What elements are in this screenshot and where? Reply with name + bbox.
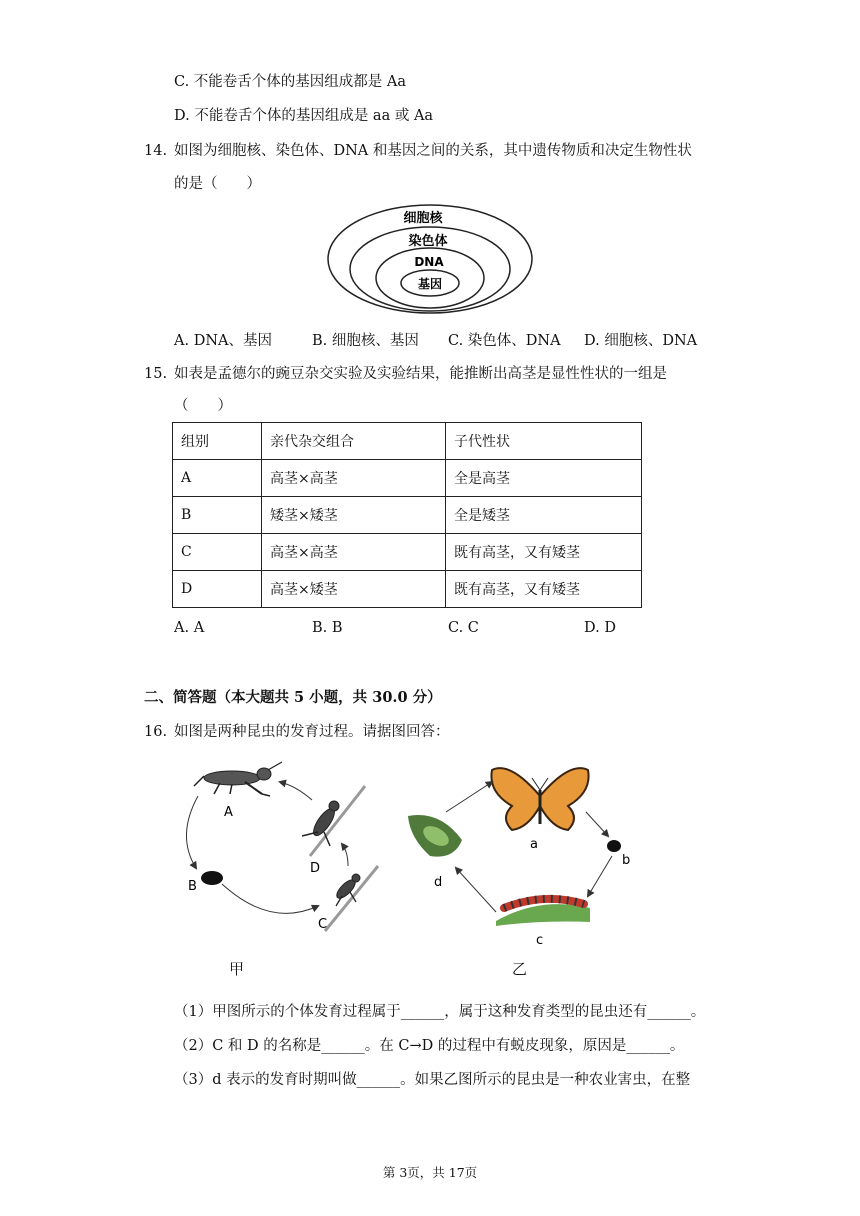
table-header: 组别	[173, 423, 262, 460]
label-d: d	[434, 875, 443, 890]
q14-stem-line1: 如图为细胞核、染色体、DNA 和基因之间的关系，其中遗传物质和决定生物性状	[174, 143, 692, 159]
table-cell: 既有高茎，又有矮茎	[446, 571, 642, 608]
q14-number: 14.	[144, 143, 168, 159]
arrow-b-to-c	[222, 884, 318, 913]
arrow-c-to-d	[456, 868, 496, 912]
label-C: C	[318, 917, 328, 932]
arrow-a-to-b	[586, 812, 608, 836]
table-cell: B	[173, 497, 262, 534]
table-header-row	[173, 423, 642, 460]
label-nucleus: 细胞核	[403, 211, 443, 226]
q16-subquestion-1: （1）甲图所示的个体发育过程属于______，属于这种发育类型的昆虫还有______。	[174, 1004, 706, 1020]
q13-option-c: C. 不能卷舌个体的基因组成都是 Aa	[174, 74, 407, 90]
butterfly-adult-icon	[491, 768, 588, 830]
label-b: b	[622, 853, 631, 868]
q16-subquestion-3: （3）d 表示的发育时期叫做______。如果乙图所示的昆虫是一种农业害虫，在整	[174, 1072, 691, 1088]
q16-number: 16.	[144, 724, 168, 740]
arrow-c-to-d	[342, 844, 348, 866]
table-cell: 矮茎×矮茎	[262, 497, 446, 534]
q15-option-b: B. B	[312, 620, 343, 636]
q15-option-a: A. A	[174, 620, 205, 636]
page-footer: 第 3页，共 17页	[382, 1165, 478, 1180]
q14-nested-ellipse-diagram	[325, 202, 535, 317]
table-cell: 全是高茎	[446, 460, 642, 497]
label-a: a	[530, 837, 538, 852]
table-cell: C	[173, 534, 262, 571]
label-chromosome: 染色体	[408, 234, 448, 249]
grasshopper-adult-icon	[194, 762, 282, 796]
label-A: A	[224, 805, 233, 820]
q14-option-d: D. 细胞核、DNA	[584, 333, 698, 349]
q13-option-d: D. 不能卷舌个体的基因组成是 aa 或 Aa	[174, 108, 434, 124]
section-title: 二、简答题（本大题共 5 小题，共 30.0 分）	[144, 689, 442, 706]
arrow-d-to-a	[280, 782, 312, 800]
label-D: D	[310, 861, 321, 876]
q15-option-d: D. D	[584, 620, 616, 636]
q16-stem: 如图是两种昆虫的发育过程。请据图回答：	[174, 724, 450, 740]
figure-yi-caption: 乙	[512, 960, 528, 978]
figure-yi-butterfly-cycle	[400, 756, 650, 951]
q14-stem-line2: 的是（ ）	[174, 176, 261, 192]
nymph-large-icon	[302, 786, 365, 856]
egg-icon	[607, 840, 621, 852]
figure-jia-caption: 甲	[229, 960, 245, 978]
caterpillar-larva-icon	[496, 899, 590, 926]
table-header: 子代性状	[446, 423, 642, 460]
q16-subquestion-2: （2）C 和 D 的名称是______。在 C→D 的过程中有蜕皮现象，原因是______。	[174, 1038, 685, 1054]
q15-option-c: C. C	[448, 620, 479, 636]
q15-table	[172, 422, 642, 608]
arrow-b-to-c	[588, 856, 612, 896]
table-cell: 高茎×矮茎	[262, 571, 446, 608]
q14-option-a: A. DNA、基因	[174, 333, 272, 349]
table-cell: D	[173, 571, 262, 608]
pupa-icon	[408, 815, 462, 857]
egg-icon	[201, 871, 223, 885]
table-cell: 全是矮茎	[446, 497, 642, 534]
table-cell: 高茎×高茎	[262, 534, 446, 571]
q15-stem-line2: （ ）	[174, 398, 232, 414]
table-row	[173, 571, 642, 608]
arrow-d-to-a	[446, 782, 492, 812]
table-cell: A	[173, 460, 262, 497]
q15-number: 15.	[144, 366, 168, 382]
q15-stem-line1: 如表是孟德尔的豌豆杂交实验及实验结果，能推断出高茎是显性性状的一组是	[174, 366, 667, 382]
q14-option-c: C. 染色体、DNA	[448, 333, 561, 349]
figure-jia-grasshopper-cycle	[170, 756, 385, 946]
arrow-a-to-b	[186, 796, 198, 868]
label-dna: DNA	[414, 255, 444, 269]
table-cell: 高茎×高茎	[262, 460, 446, 497]
table-row	[173, 460, 642, 497]
label-B: B	[188, 879, 197, 894]
table-row	[173, 534, 642, 571]
q14-option-b: B. 细胞核、基因	[312, 333, 419, 349]
table-row	[173, 497, 642, 534]
label-c: c	[536, 933, 544, 948]
table-cell: 既有高茎，又有矮茎	[446, 534, 642, 571]
nymph-small-icon	[325, 866, 378, 931]
label-gene: 基因	[417, 277, 443, 291]
table-header: 亲代杂交组合	[262, 423, 446, 460]
